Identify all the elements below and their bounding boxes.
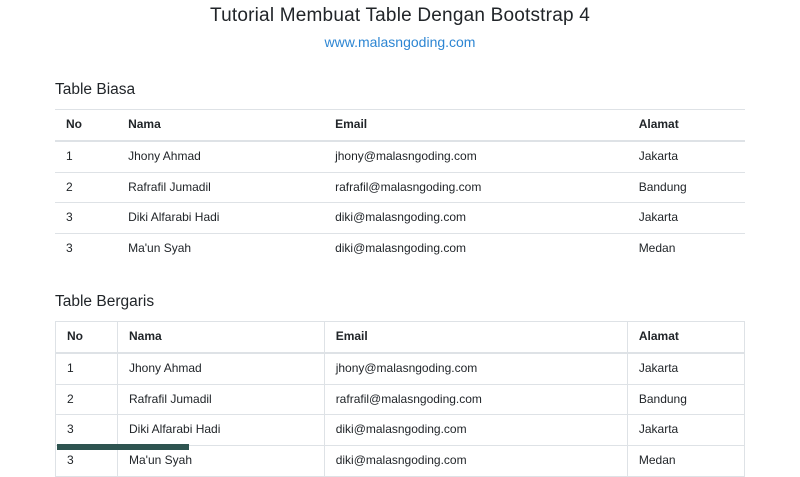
next-table-dark-header-partial: [57, 444, 189, 450]
table-cell: 3: [56, 415, 118, 446]
table-cell: 1: [56, 353, 118, 384]
table-row: [56, 415, 745, 446]
table-cell: Jakarta: [627, 415, 744, 446]
table-cell: 3: [56, 446, 118, 477]
table-cell: jhony@malasngoding.com: [324, 141, 628, 172]
table-header-row: [55, 110, 745, 141]
column-header-email: Email: [324, 110, 628, 141]
table-cell: 1: [55, 141, 117, 172]
column-header-email: Email: [324, 321, 627, 352]
table-cell: 3: [55, 203, 117, 234]
column-header-nama: Nama: [117, 110, 324, 141]
page-header: [0, 0, 800, 52]
table-cell: diki@malasngoding.com: [324, 446, 627, 477]
table-row: [55, 234, 745, 264]
page-title: Tutorial Membuat Table Dengan Bootstrap 4: [210, 5, 590, 26]
table-cell: Rafrafil Jumadil: [117, 172, 324, 203]
table-cell: rafrafil@malasngoding.com: [324, 384, 627, 415]
table-cell: diki@malasngoding.com: [324, 234, 628, 264]
table-cell: Jakarta: [628, 141, 745, 172]
data-table-plain: [55, 109, 745, 264]
column-header-nama: Nama: [118, 321, 325, 352]
content-container: [55, 81, 745, 477]
column-header-alamat: Alamat: [628, 110, 745, 141]
column-header-no: No: [55, 110, 117, 141]
column-header-no: No: [56, 321, 118, 352]
table-row: [56, 353, 745, 384]
table-cell: Ma'un Syah: [118, 446, 325, 477]
table-row: [55, 141, 745, 172]
table-cell: jhony@malasngoding.com: [324, 353, 627, 384]
table-cell: Bandung: [628, 172, 745, 203]
table-cell: Rafrafil Jumadil: [118, 384, 325, 415]
table-body: [55, 141, 745, 264]
table-cell: Bandung: [627, 384, 744, 415]
column-header-alamat: Alamat: [627, 321, 744, 352]
table-cell: Diki Alfarabi Hadi: [117, 203, 324, 234]
table-body: [56, 353, 745, 477]
table-row: [55, 172, 745, 203]
table-cell: 3: [55, 234, 117, 264]
table-cell: 2: [56, 384, 118, 415]
table-cell: Jhony Ahmad: [118, 353, 325, 384]
table-header: [55, 110, 745, 141]
table-cell: diki@malasngoding.com: [324, 415, 627, 446]
table-cell: 2: [55, 172, 117, 203]
table-cell: Ma'un Syah: [117, 234, 324, 264]
table-cell: Diki Alfarabi Hadi: [118, 415, 325, 446]
table-cell: Medan: [628, 234, 745, 264]
section-table-biasa: [55, 81, 745, 264]
table-row: [56, 446, 745, 477]
table-header: [56, 321, 745, 352]
section-heading: Table Bergaris: [55, 292, 155, 310]
table-cell: Jakarta: [627, 353, 744, 384]
table-row: [55, 203, 745, 234]
site-link[interactable]: www.malasngoding.com: [324, 34, 476, 50]
table-cell: rafrafil@malasngoding.com: [324, 172, 628, 203]
section-heading: Table Biasa: [55, 81, 136, 98]
table-cell: Jakarta: [628, 203, 745, 234]
table-cell: diki@malasngoding.com: [324, 203, 628, 234]
table-row: [56, 384, 745, 415]
table-cell: Jhony Ahmad: [117, 141, 324, 172]
table-header-row: [56, 321, 745, 352]
table-cell: Medan: [627, 446, 744, 477]
data-table-bordered: [55, 321, 745, 477]
